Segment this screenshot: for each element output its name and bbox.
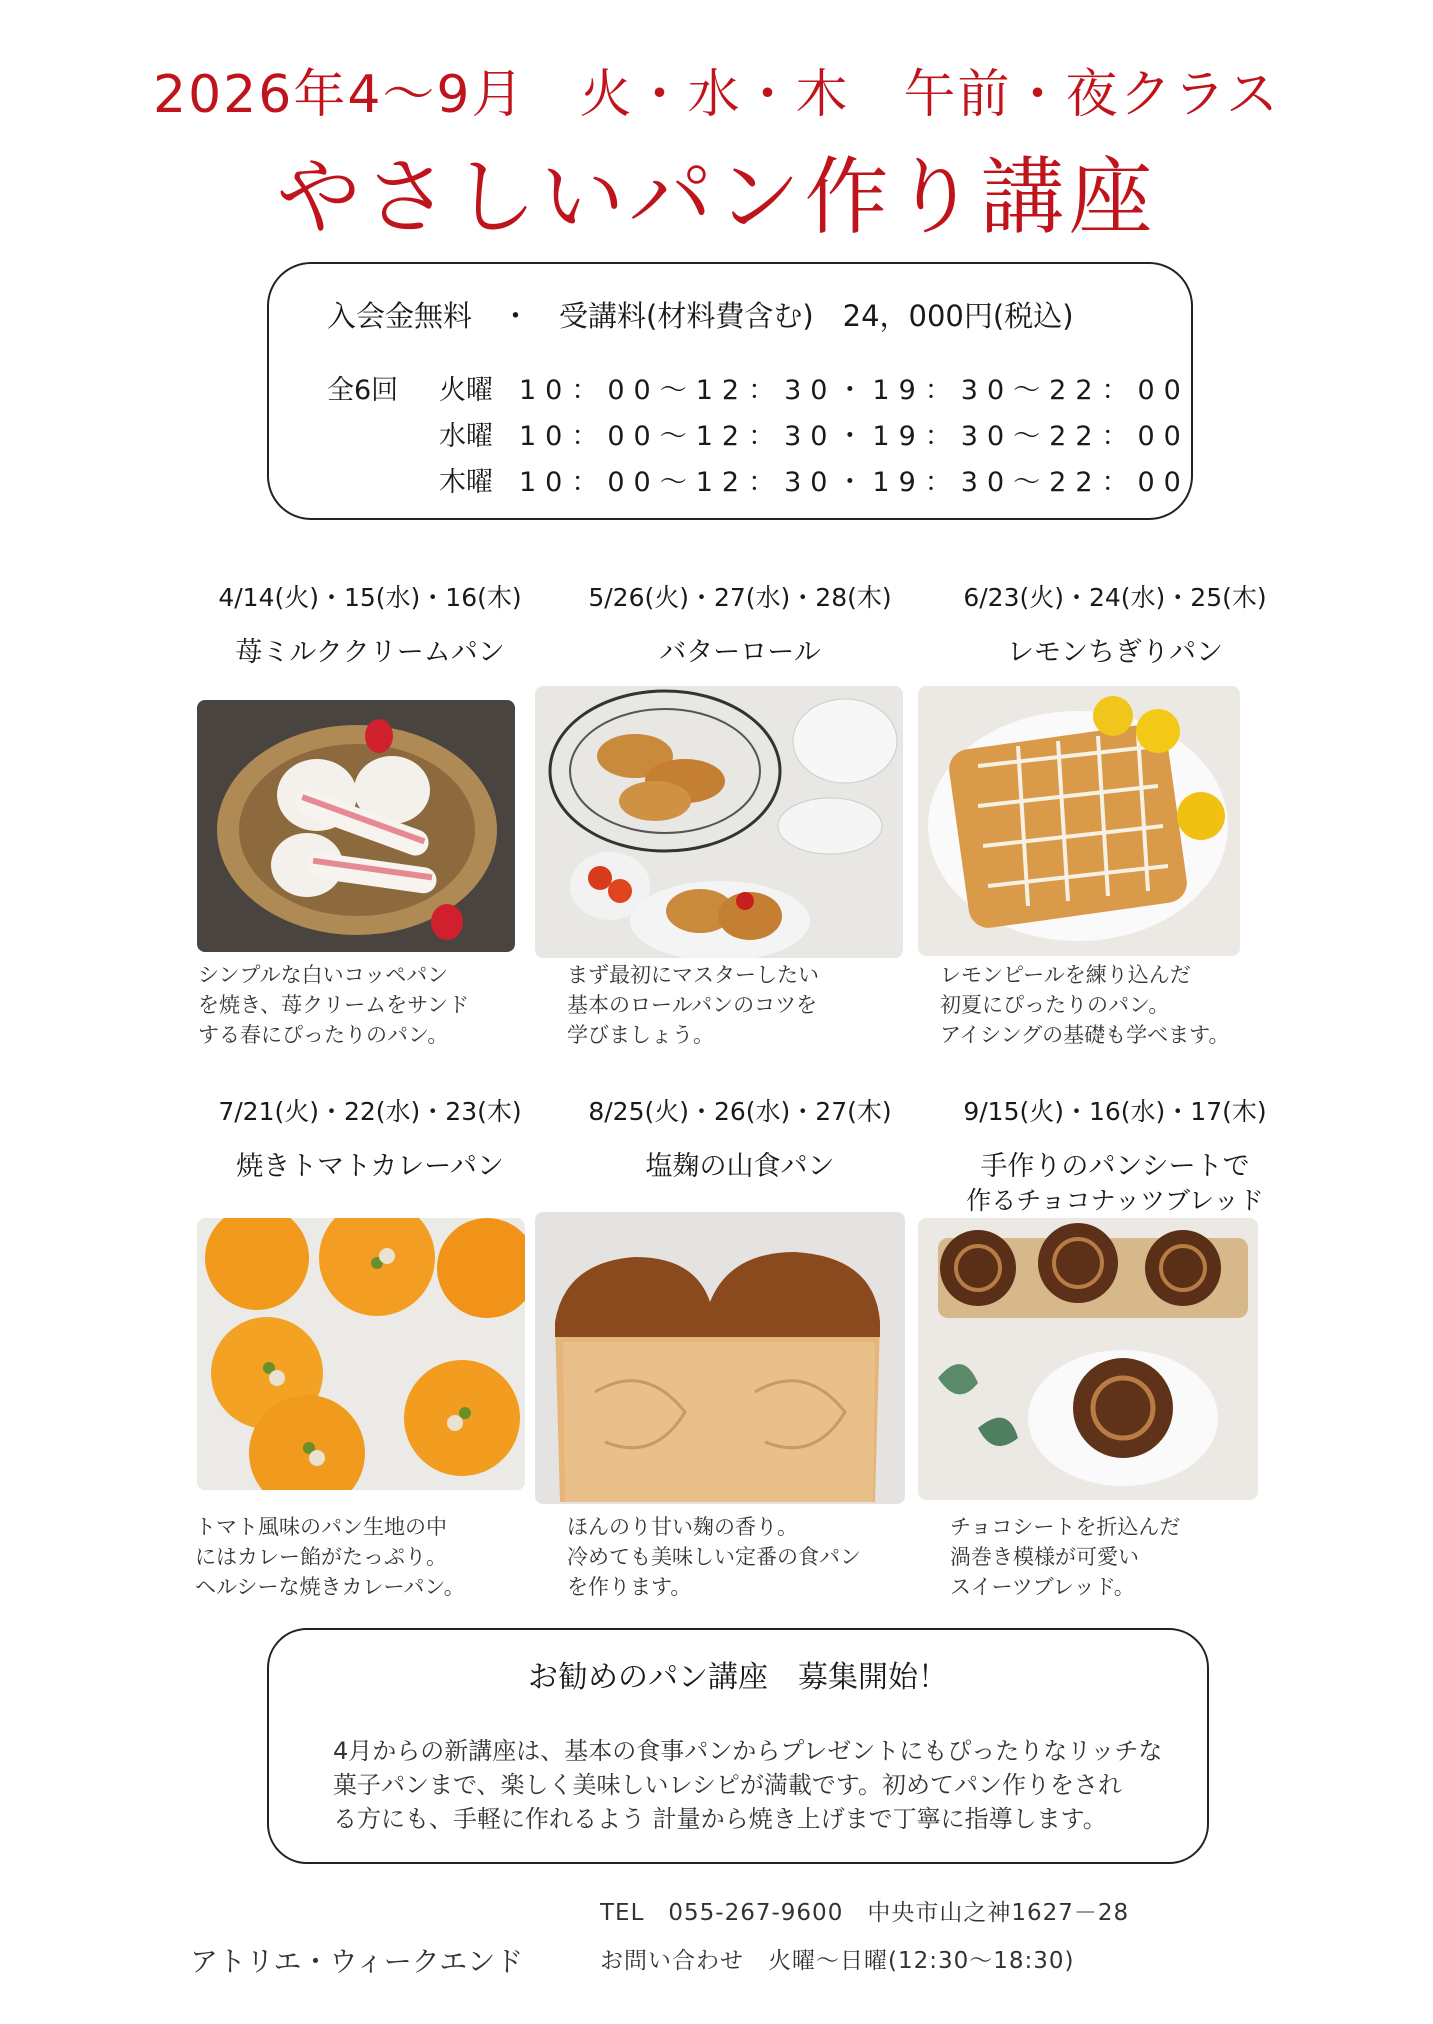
class-card-may	[560, 578, 920, 670]
class-desc-line: 冷めても美味しい定番の食パン	[567, 1545, 861, 1569]
schedule-time: 10：00～12：30・19：30～22：00	[519, 467, 1190, 498]
class-date: 6/23(火)・24(水)・25(木)	[963, 583, 1267, 612]
notice-line: る方にも、手軽に作れるよう 計量から焼き上げまで丁寧に指導します。	[333, 1805, 1107, 1833]
class-card-august	[560, 1092, 920, 1184]
schedule-time: 10：00～12：30・19：30～22：00	[519, 375, 1190, 406]
class-date: 8/25(火)・26(水)・27(木)	[588, 1097, 892, 1126]
class-name-line-1: 手作りのパンシートで	[980, 1151, 1250, 1182]
class-card-september	[935, 1092, 1295, 1218]
fee-schedule-box	[267, 262, 1193, 520]
notice-line: 菓子パンまで、楽しく美味しいレシピが満載です。初めてパン作りをされ	[333, 1771, 1122, 1799]
class-name: 塩麹の山食パン	[645, 1151, 835, 1182]
notice-text	[333, 1734, 1162, 1836]
baked-tomato-curry-bread-photo	[197, 1218, 525, 1490]
class-desc-line: トマト風味のパン生地の中	[195, 1515, 447, 1539]
class-desc-line: シンプルな白いコッペパン	[198, 963, 449, 987]
studio-name: アトリエ・ウィークエンド	[190, 1945, 524, 1978]
class-name: 苺ミルククリームパン	[235, 637, 505, 668]
class-desc-line: ヘルシーな焼きカレーパン。	[195, 1575, 465, 1599]
class-desc-line: を焼き、苺クリームをサンド	[198, 993, 470, 1017]
class-desc-line: アイシングの基礎も学べます。	[940, 1023, 1230, 1047]
class-card-july	[190, 1092, 550, 1184]
lemon-pull-apart-bread-photo	[918, 686, 1240, 956]
class-date: 4/14(火)・15(水)・16(木)	[218, 583, 522, 612]
fee-text: 入会金無料 ・ 受講料(材料費含む) 24，000円(税込)	[327, 299, 1074, 333]
schedule-day: 水曜	[439, 421, 493, 452]
class-card-april	[190, 578, 550, 670]
contact-hours: お問い合わせ 火曜～日曜(12:30～18:30)	[600, 1948, 1075, 1974]
strawberry-milk-cream-bread-photo	[197, 700, 515, 952]
choco-nut-bread-photo	[918, 1218, 1258, 1500]
notice-title: お勧めのパン講座 募集開始！	[528, 1660, 948, 1695]
class-name-line-2: 作るチョコナッツブレッド	[966, 1186, 1264, 1215]
class-desc-line: にはカレー餡がたっぷり。	[195, 1545, 447, 1569]
class-name: 焼きトマトカレーパン	[236, 1151, 504, 1182]
schedule-time: 10：00～12：30・19：30～22：00	[519, 421, 1190, 452]
schedule-row-thursday	[439, 460, 1190, 499]
schedule-row-tuesday	[439, 368, 1190, 407]
class-desc-line: まず最初にマスターしたい	[567, 963, 819, 987]
class-desc-line: ほんのり甘い麹の香り。	[567, 1515, 798, 1539]
class-date: 5/26(火)・27(水)・28(木)	[588, 583, 892, 612]
class-period-subtitle: 2026年4～9月 火・水・木 午前・夜クラス	[153, 65, 1280, 125]
schedule-row-wednesday	[439, 414, 1190, 453]
class-date: 9/15(火)・16(水)・17(木)	[963, 1097, 1267, 1126]
class-desc-line: レモンピールを練り込んだ	[940, 963, 1191, 987]
class-desc-line: 渦巻き模様が可愛い	[950, 1545, 1139, 1569]
recruitment-notice-box	[267, 1628, 1209, 1864]
class-name: レモンちぎりパン	[1007, 637, 1223, 668]
notice-line: 4月からの新講座は、基本の食事パンからプレゼントにもぴったりなリッチな	[333, 1737, 1163, 1765]
class-name: バターロール	[659, 637, 821, 668]
session-count: 全6回	[327, 375, 399, 406]
butter-roll-photo	[535, 686, 903, 958]
class-desc-line: 初夏にぴったりのパン。	[940, 993, 1170, 1017]
shio-koji-loaf-bread-photo	[535, 1212, 905, 1504]
class-desc-line: スイーツブレッド。	[950, 1575, 1135, 1599]
class-desc-line: 基本のロールパンのコツを	[567, 993, 818, 1017]
class-card-june	[935, 578, 1295, 670]
schedule-day: 木曜	[439, 467, 493, 498]
class-desc-line: を作ります。	[567, 1575, 692, 1599]
class-desc-line: 学びましょう。	[567, 1023, 714, 1047]
schedule-day: 火曜	[439, 375, 493, 406]
contact-phone-address: TEL 055-267-9600 中央市山之神1627－28	[600, 1900, 1130, 1926]
class-date: 7/21(火)・22(水)・23(木)	[218, 1097, 522, 1126]
page-title: やさしいパン作り講座	[276, 148, 1157, 246]
class-desc-line: する春にぴったりのパン。	[198, 1023, 449, 1047]
class-desc-line: チョコシートを折込んだ	[950, 1515, 1181, 1539]
